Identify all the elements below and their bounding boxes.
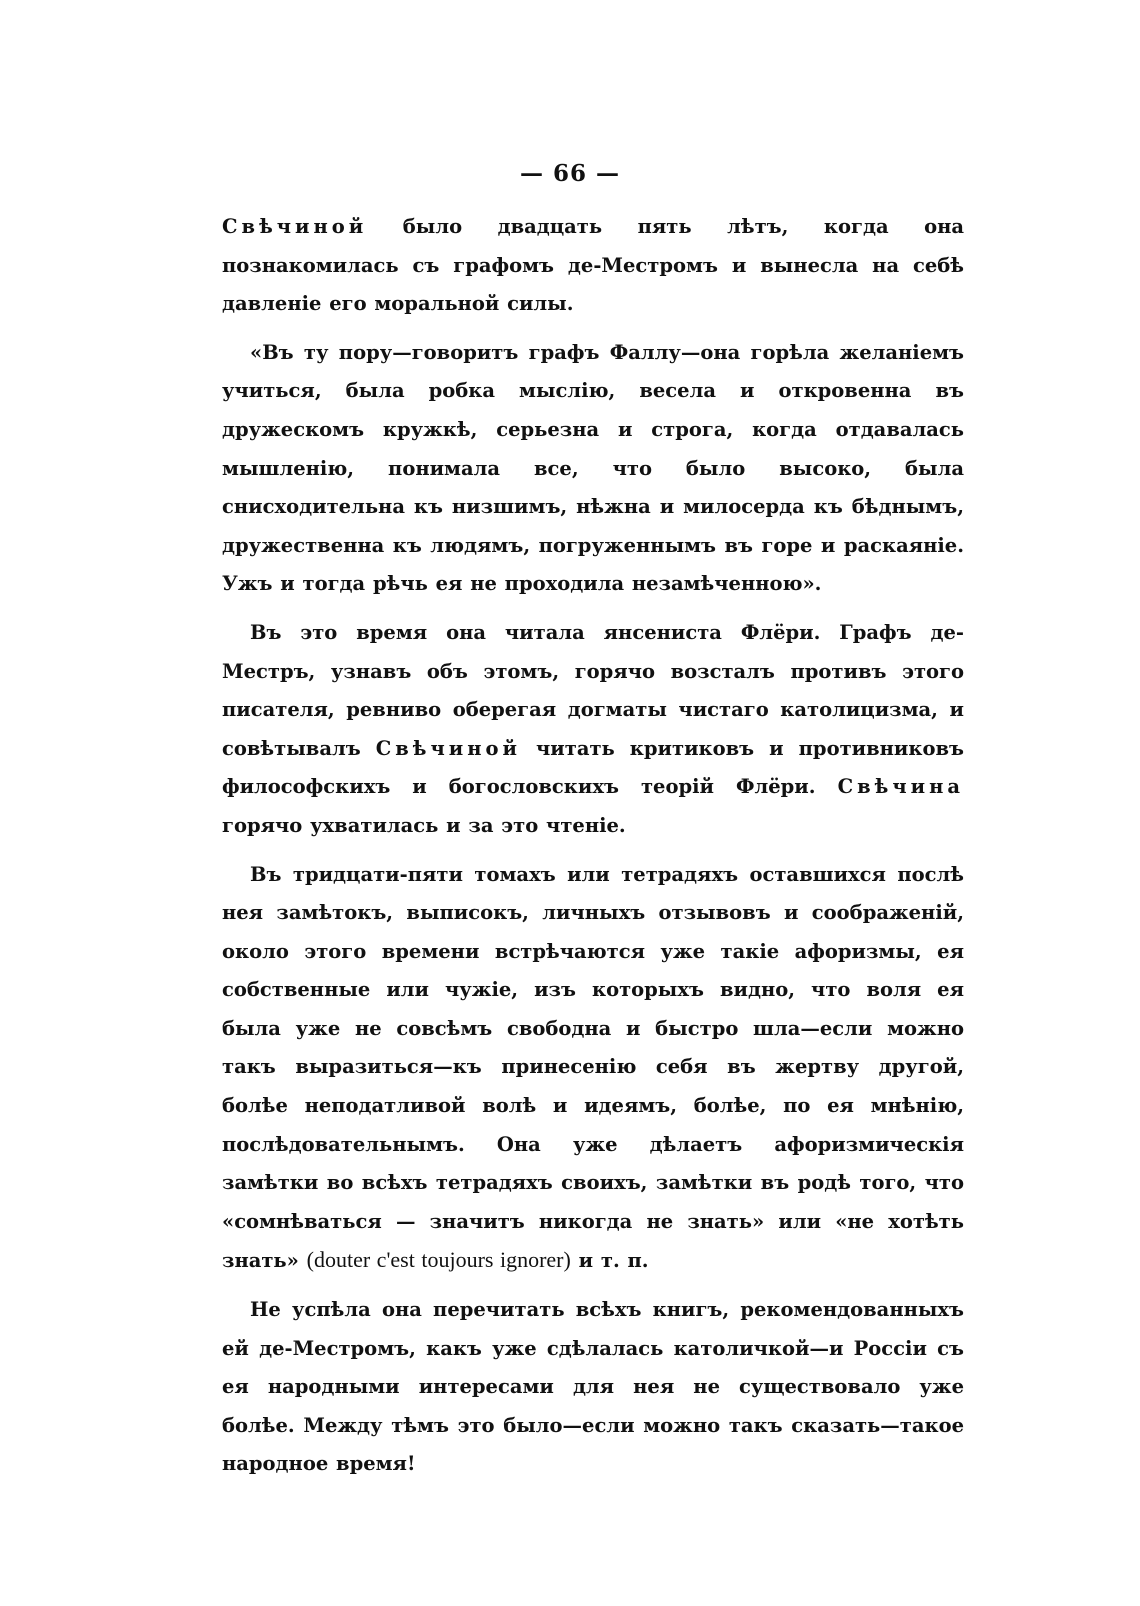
text-run: Не успѣла она перечитать всѣхъ книгъ, рекомендованныхъ ей де-Местромъ, какъ уже сдѣлалась католичкой—и Россіи съ ея народными интересами для нея не существовало уже болѣе. Между тѣмъ это было—если можно такъ сказать—такое народное время! <box>222 1298 964 1476</box>
text-run: читать критиковъ и противниковъ философскихъ и богословскихъ теорій Флёри. <box>222 736 964 799</box>
paragraph <box>222 614 964 846</box>
text-run: «Въ ту пору—говоритъ графъ Фаллу—она горѣла желаніемъ учиться, была робка мыслію, весела и откровенна въ дружескомъ кружкѣ, серьезна и строга, когда отдавалась мышленію, понимала все, что было высоко, была снисходительна къ низшимъ, нѣжна и милосерда къ бѣднымъ, дружественна къ людямъ, погруженнымъ въ горе и раскаяніе. Ужъ и тогда рѣчь ея не проходила незамѣченною». <box>222 340 964 596</box>
paragraph <box>222 208 964 324</box>
paragraph <box>222 334 964 604</box>
paragraph <box>222 1291 964 1484</box>
latin-quote: (douter c'est toujours ignorer) <box>306 1247 571 1273</box>
text-run: Въ тридцати-пяти томахъ или тетрадяхъ оставшихся послѣ нея замѣтокъ, выписокъ, личныхъ отзывовъ и соображеній, около этого времени встрѣчаются уже такіе афоризмы, ея собственные или чужіе, изъ которыхъ видно, что воля ея была уже не совсѣмъ свободна и быстро шла—если можно такъ выразиться—къ принесенію себя въ жертву другой, болѣе неподатливой волѣ и идеямъ, болѣе, по ея мнѣнію, послѣдовательнымъ. Она уже дѣлаетъ афоризмическія замѣтки во всѣхъ тетрадяхъ своихъ, замѣтки въ родѣ того, что «сомнѣваться — значитъ никогда не знать» или «не хотѣть знать» <box>222 862 964 1273</box>
text-run: и т. п. <box>570 1249 649 1273</box>
spaced-name: Свѣчина <box>837 775 964 799</box>
page-number: — 66 — <box>519 160 621 187</box>
body-text <box>222 208 964 1494</box>
spaced-name: Свѣчиной <box>375 736 521 760</box>
spaced-name: Свѣчиной <box>222 215 368 238</box>
paragraph <box>222 856 964 1282</box>
text-run: Въ это время она читала янсениста Флёри. Графъ де-Местръ, узнавъ объ этомъ, горячо возсталъ противъ этого писателя, ревниво оберегая догматы чистаго католицизма, и совѣтывалъ <box>222 620 964 760</box>
text-run: горячо ухватилась и за это чтеніе. <box>222 813 626 837</box>
text-run: было двадцать пять лѣтъ, когда она познакомилась съ графомъ де-Местромъ и вынесла на себѣ давленіе его моральной силы. <box>222 215 964 316</box>
